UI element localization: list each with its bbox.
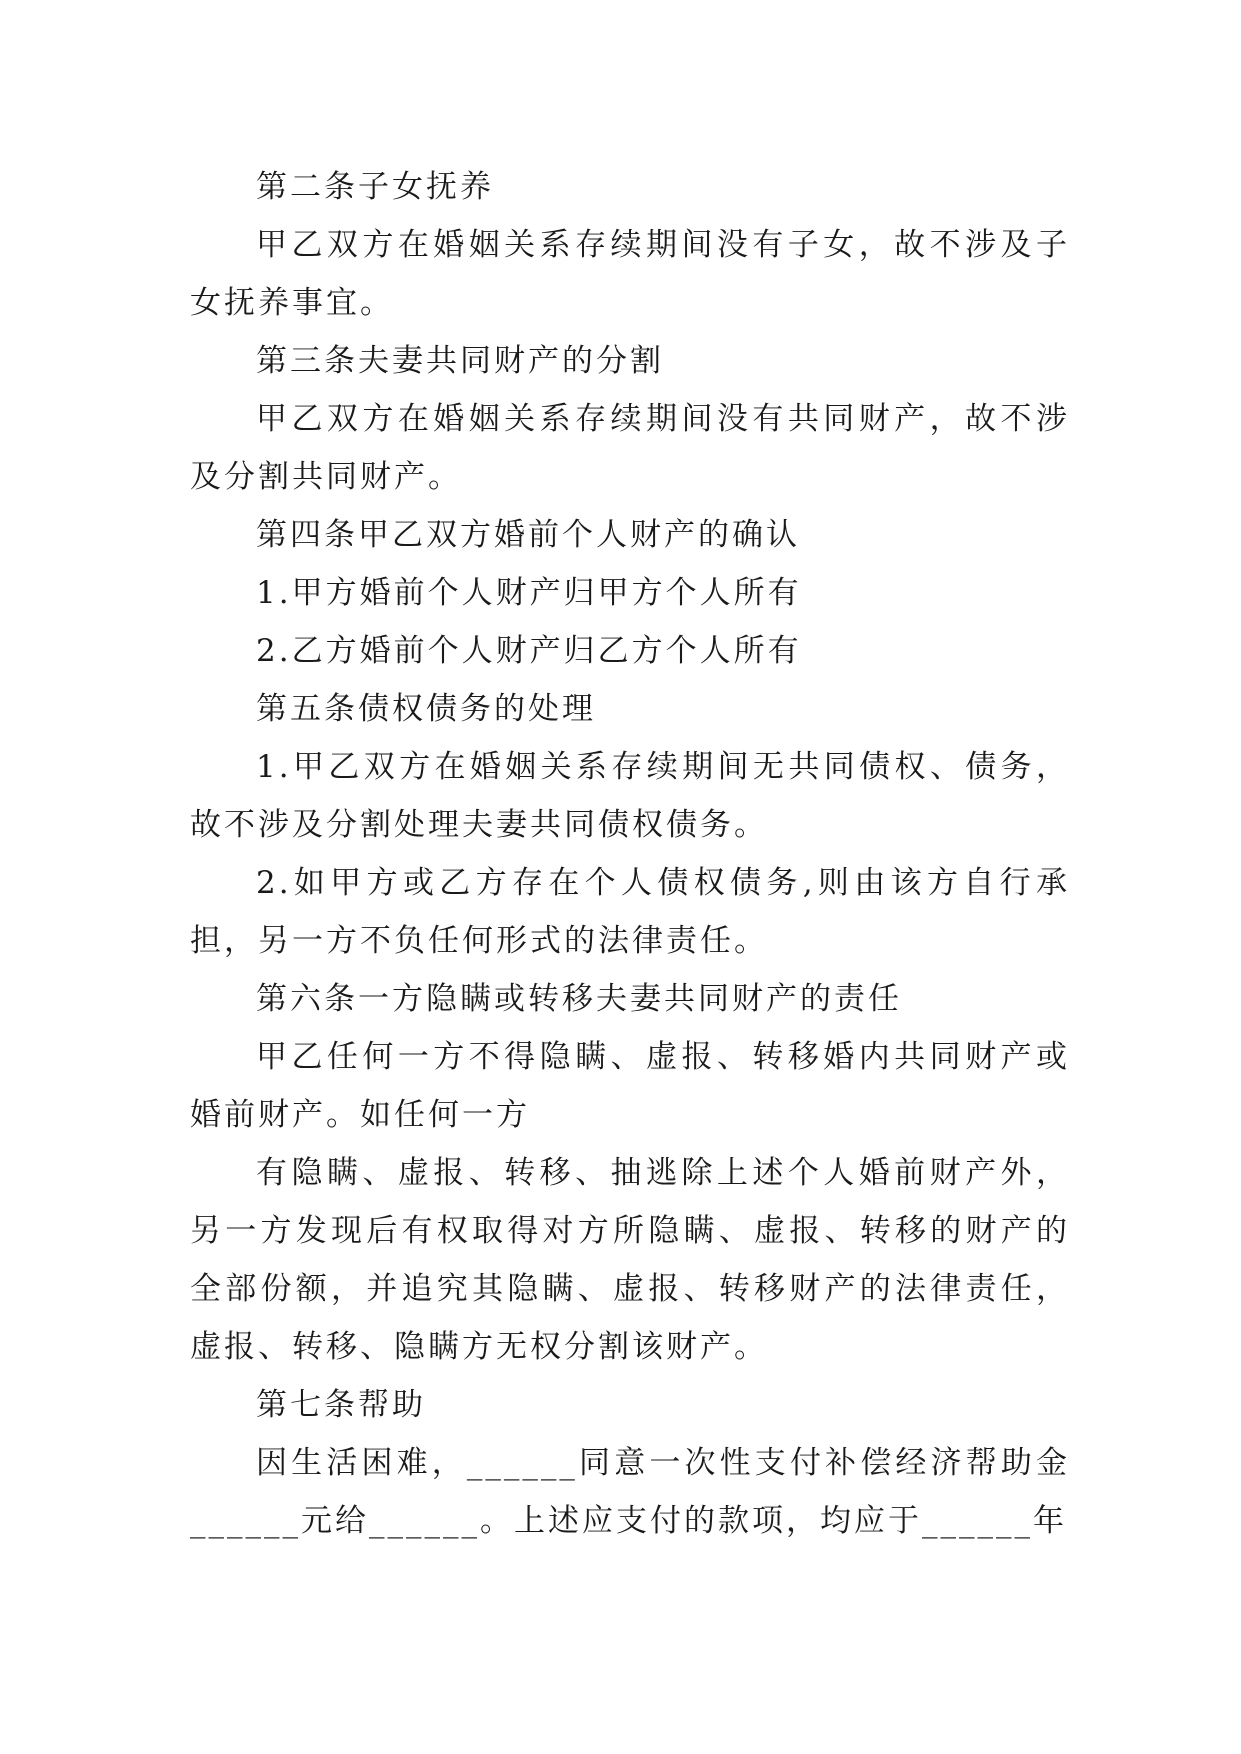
article-6-text-1: 甲乙任何一方不得隐瞒、虚报、转移婚内共同财产或婚前财产。如任何一方 (190, 1039, 1070, 1133)
article-3-text: 甲乙双方在婚姻关系存续期间没有共同财产，故不涉及分割共同财产。 (190, 401, 1070, 495)
article-5-item-2: 2.如甲方或乙方存在个人债权债务,则由该方自行承担，另一方不负任何形式的法律责任。 (190, 865, 1070, 959)
article-4-heading: 第四条甲乙双方婚前个人财产的确认 (256, 517, 800, 553)
article-3-heading: 第三条夫妻共同财产的分割 (256, 343, 664, 379)
article-2-heading: 第二条子女抚养 (256, 169, 494, 205)
article-4-item-2: 2.乙方婚前个人财产归乙方个人所有 (256, 633, 802, 669)
article-6-heading: 第六条一方隐瞒或转移夫妻共同财产的责任 (256, 981, 902, 1017)
article-7-text: 因生活困难，______同意一次性支付补偿经济帮助金______元给______。上述应支付的款项，均应于______年 (190, 1445, 1070, 1539)
article-4-item-1: 1.甲方婚前个人财产归甲方个人所有 (256, 575, 802, 611)
article-5-item-1: 1.甲乙双方在婚姻关系存续期间无共同债权、债务，故不涉及分割处理夫妻共同债权债务。 (190, 749, 1070, 843)
article-2-text: 甲乙双方在婚姻关系存续期间没有子女，故不涉及子女抚养事宜。 (190, 227, 1070, 321)
article-7-heading: 第七条帮助 (256, 1387, 426, 1423)
article-6-text-2: 有隐瞒、虚报、转移、抽逃除上述个人婚前财产外，另一方发现后有权取得对方所隐瞒、虚报、转移的财产的全部份额，并追究其隐瞒、虚报、转移财产的法律责任，虚报、转移、隐瞒方无权分割该财产。 (190, 1155, 1070, 1365)
article-5-heading: 第五条债权债务的处理 (256, 691, 596, 727)
document-body (190, 158, 1070, 1550)
